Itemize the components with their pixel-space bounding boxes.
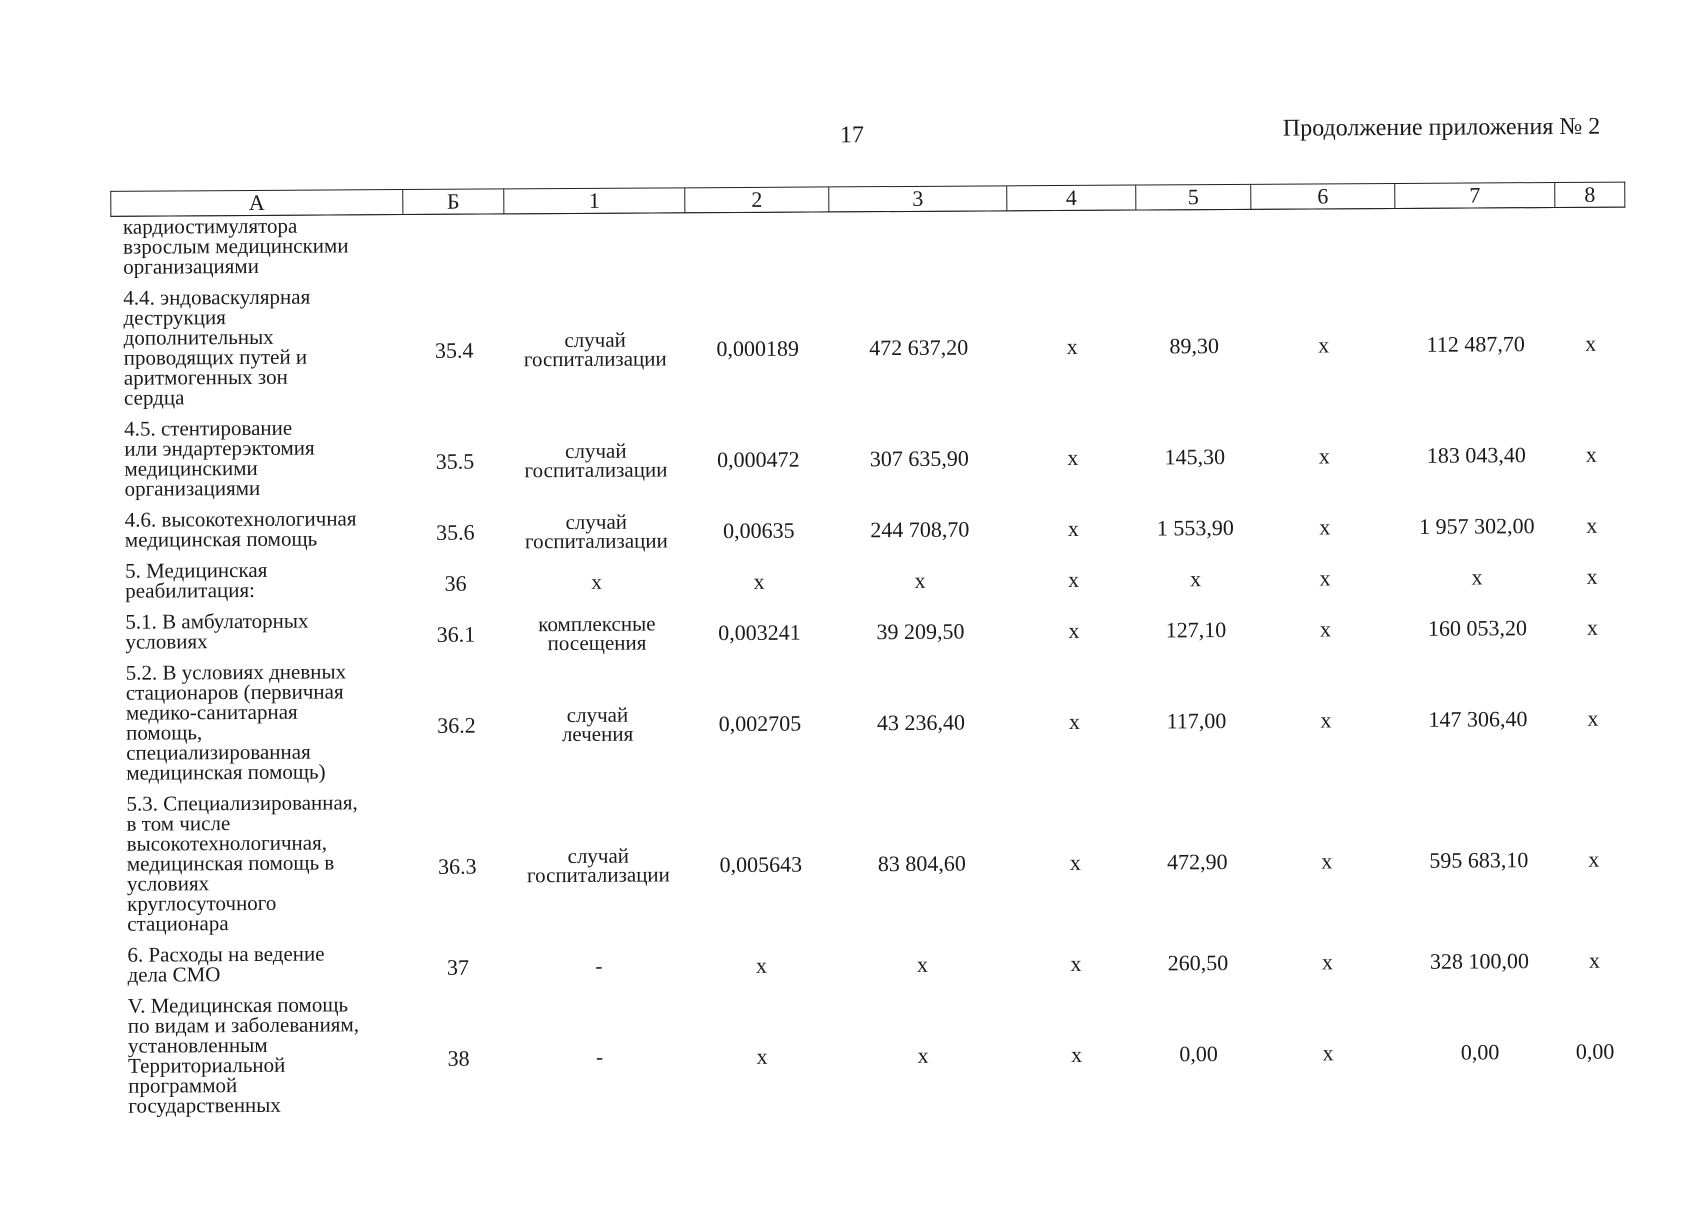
cell-col8: х: [1585, 330, 1597, 356]
cell-col7: 595 683,10: [1429, 846, 1529, 873]
cell-col7: 328 100,00: [1429, 947, 1530, 974]
cell-col3: 307 635,90: [869, 445, 969, 471]
row-unit: -: [595, 1044, 604, 1069]
cell-col4: х: [1068, 566, 1080, 592]
cell-col4: х: [1067, 515, 1079, 541]
cell-col7: 112 487,70: [1426, 330, 1525, 357]
cell-col8: х: [1586, 614, 1599, 640]
cell-col4: х: [1070, 950, 1082, 976]
row-unit: случай госпитализации: [524, 438, 668, 482]
table-row: [114, 784, 1629, 944]
table-row: [112, 409, 1627, 509]
cell-col4: х: [1068, 708, 1081, 734]
cell-col7: 147 306,40: [1428, 705, 1528, 732]
cell-col5: 89,30: [1169, 332, 1220, 358]
row-name: V. Медицинская помощь по видам и заболеваниям, установленным Территориальной программой государственных: [127, 992, 360, 1118]
row-unit: х: [591, 569, 602, 594]
row-name: 5.1. В амбулаторных условиях: [125, 608, 309, 654]
column-header: 6: [1251, 183, 1395, 209]
column-header: 7: [1395, 183, 1555, 209]
cell-col3: 43 236,40: [876, 709, 966, 735]
cell-col8: х: [1587, 705, 1599, 731]
row-code: 35.5: [435, 448, 475, 474]
row-unit: случай госпитализации: [526, 843, 670, 887]
cell-col8: х: [1588, 947, 1601, 973]
cell-col3: 39 209,50: [876, 618, 965, 644]
cell-col6: х: [1319, 564, 1331, 590]
row-name: 4.4. эндоваскулярная деструкция дополнительных проводящих путей и аритмогенных зон сердца: [123, 284, 311, 410]
table-row: [113, 500, 1627, 560]
cell-col7: 0,00: [1460, 1038, 1500, 1065]
row-name: 5.2. В условиях дневных стационаров (первичная медико-санитарная помощь, специализированная медицинская помощь): [125, 659, 347, 785]
table-row: [111, 207, 1625, 287]
cell-col3: х: [916, 951, 929, 977]
row-unit: случай госпитализации: [524, 509, 668, 553]
table-row: [116, 986, 1631, 1126]
column-header: 4: [1007, 185, 1136, 211]
cell-col8: х: [1585, 441, 1597, 467]
row-unit: случай лечения: [561, 702, 634, 746]
row-unit: комплексные посещения: [538, 611, 656, 655]
cell-col6: х: [1320, 706, 1332, 732]
cell-col2: 0,002705: [718, 710, 802, 736]
table-row: [111, 278, 1626, 418]
cell-col8: х: [1586, 512, 1598, 538]
table-row: [113, 602, 1627, 662]
cell-col2: х: [756, 1043, 768, 1069]
cell-col5: 117,00: [1166, 707, 1227, 733]
cell-col6: [1251, 208, 1395, 279]
cell-col5: 1 553,90: [1156, 514, 1234, 540]
column-header: Б: [403, 189, 504, 215]
cell-col4: [1007, 210, 1136, 281]
cell-col6: х: [1318, 442, 1330, 468]
cell-col8: [1555, 207, 1625, 278]
cell-col4: х: [1067, 444, 1079, 470]
cell-col2: [685, 212, 829, 283]
cell-col3: 472 637,20: [869, 334, 969, 360]
cell-col5: 260,50: [1167, 949, 1229, 975]
cell-col5: 0,00: [1179, 1040, 1218, 1066]
appendix-table: [110, 182, 1631, 1126]
cell-col5: х: [1190, 565, 1202, 591]
cell-col5: 127,10: [1165, 616, 1227, 642]
cell-col6: х: [1318, 331, 1330, 357]
cell-col4: х: [1068, 617, 1080, 643]
cell-col7: [1395, 208, 1555, 279]
cell-col2: 0,00635: [722, 517, 795, 543]
row-code: 36.3: [438, 853, 477, 879]
cell-col8: 0,00: [1575, 1038, 1615, 1064]
cell-col7: 183 043,40: [1426, 441, 1526, 468]
cell-col8: х: [1586, 563, 1598, 589]
column-header: 5: [1136, 184, 1251, 210]
row-code: 38: [447, 1045, 470, 1071]
table-row: [113, 551, 1627, 611]
row-name: кардиостимулятора взрослым медицинскими организациями: [122, 213, 349, 279]
cell-col2: х: [753, 568, 765, 594]
row-unit: случай госпитализации: [523, 327, 667, 371]
cell-col6: х: [1322, 1039, 1334, 1065]
row-name: 5.3. Специализированная, в том числе высокотехнологичная, медицинская помощь в условиях круглосуточного стационара: [126, 790, 358, 936]
cell-col3: х: [917, 1042, 929, 1068]
cell-col6: х: [1319, 513, 1331, 539]
cell-col6: х: [1321, 948, 1334, 974]
row-code: 36: [444, 570, 467, 596]
table-row: [115, 935, 1629, 995]
column-header: 1: [504, 188, 685, 214]
row-code: 37: [446, 954, 470, 980]
row-name: 4.5. стентирование или эндартерэктомия медицинскими организациями: [124, 415, 315, 501]
column-header: А: [111, 190, 403, 217]
cell-col8: х: [1588, 846, 1600, 872]
cell-col3: 83 804,60: [877, 850, 966, 876]
row-unit: [504, 213, 685, 285]
row-unit: -: [595, 953, 603, 978]
cell-col2: х: [755, 952, 768, 978]
row-code: 35.6: [435, 519, 475, 545]
cell-col5: [1136, 209, 1251, 280]
cell-col5: 145,30: [1164, 443, 1226, 469]
row-code: 35.4: [434, 337, 474, 363]
cell-col6: х: [1319, 615, 1332, 641]
row-name: 4.6. высокотехнологичная медицинская помощь: [124, 506, 357, 552]
cell-col6: х: [1321, 847, 1333, 873]
cell-col2: 0,000189: [716, 335, 800, 361]
cell-col2: 0,003241: [718, 619, 801, 645]
cell-col7: х: [1471, 563, 1483, 590]
cell-col2: 0,000472: [717, 446, 800, 472]
cell-col5: 472,90: [1167, 848, 1228, 874]
cell-col4: х: [1066, 333, 1078, 359]
table-row: [114, 653, 1629, 793]
appendix-continuation-note: Продолжение приложения № 2: [1282, 113, 1601, 142]
row-name: 6. Расходы на ведение дела СМО: [127, 941, 325, 987]
cell-col3: х: [914, 567, 926, 593]
row-code: 36.1: [436, 621, 476, 647]
page-number: 17: [839, 122, 864, 149]
row-name: 5. Медицинская реабилитация:: [124, 557, 268, 603]
row-code: [403, 214, 504, 285]
cell-col7: 160 053,20: [1427, 614, 1528, 641]
cell-col3: 244 708,70: [870, 516, 970, 542]
cell-col2: 0,005643: [719, 851, 803, 877]
row-code: 36.2: [437, 712, 476, 738]
cell-col3: [829, 211, 1007, 283]
column-header: 8: [1555, 182, 1625, 207]
column-header: 3: [829, 186, 1007, 212]
cell-col7: 1 957 302,00: [1418, 512, 1535, 539]
cell-col4: х: [1070, 1041, 1083, 1067]
cell-col4: х: [1069, 849, 1081, 875]
column-header: 2: [685, 187, 829, 213]
